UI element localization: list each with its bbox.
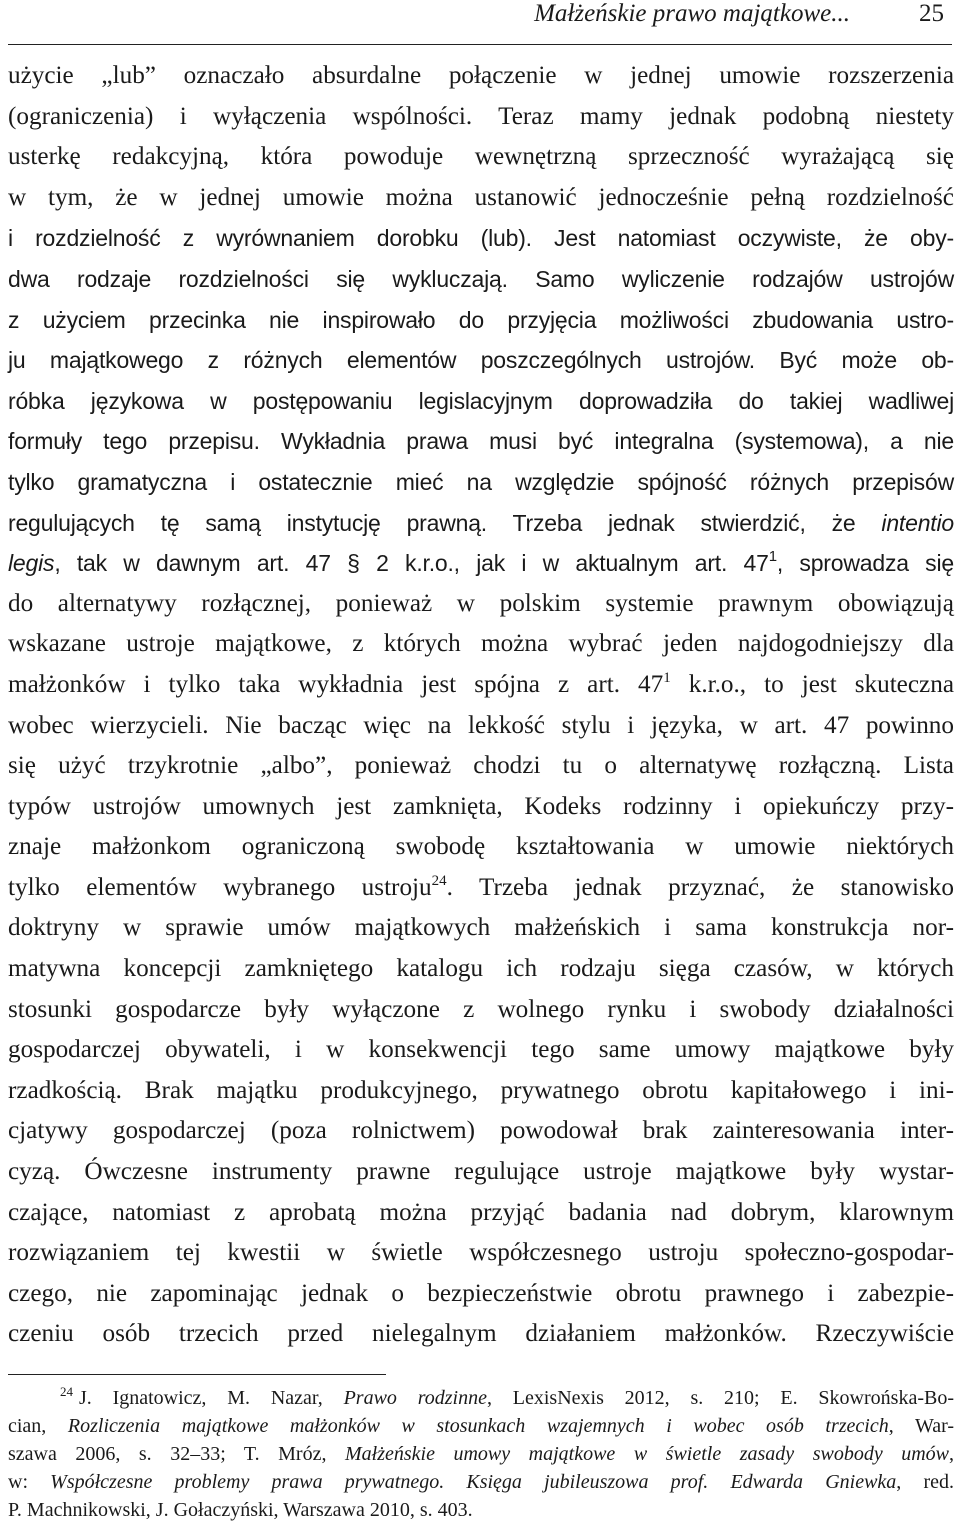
footnote-number: 24 <box>60 1384 73 1399</box>
text-line: z użyciem przecinka nie inspirowało do przyjęcia możliwości zbudowania ustro- <box>8 306 954 333</box>
text-run: w: <box>8 1471 51 1493</box>
text-run: , red. <box>896 1471 954 1493</box>
text-line: usterkę redakcyjną, która powoduje wewnętrzną sprzeczność wyrażającą się <box>8 143 954 171</box>
text-line: wobec wierzycieli. Nie bacząc więc na lekkość stylu i języka, w art. 47 powinno <box>8 711 954 739</box>
footnote-separator <box>8 1374 386 1375</box>
text-run: 2 k.r.o., jak i w aktualnym art. 47 <box>359 550 769 577</box>
running-title: Małżeńskie prawo majątkowe... <box>534 0 850 27</box>
text-run: małżonków i tylko taka wykładnia jest spójna z art. 47 <box>8 670 664 698</box>
footnote-line: P. Machnikowski, J. Gołaczyński, Warszawa 2010, s. 403. <box>8 1499 473 1521</box>
text-line: formuły tego przepisu. Wykładnia prawa musi być integralna (systemowa), a nie <box>8 428 954 455</box>
text-line: użycie „lub” oznaczało absurdalne połączenie w jednej umowie rozszerzenia <box>8 62 954 89</box>
text-line: tylko gramatyczna i ostatecznie mieć na względzie spójność różnych przepisów <box>8 468 954 495</box>
text-line <box>8 503 954 544</box>
text-line: czego, nie zapominając jednak o bezpieczeństwie obrotu prawnego i zabezpie- <box>8 1279 954 1307</box>
text-line: czeniu osób trzecich przed nielegalnym działaniem małżonków. Rzeczywiście <box>8 1320 954 1348</box>
text-run: tylko elementów wybranego ustroju <box>8 873 432 901</box>
text-line: znaje małżonkom ograniczoną swobodę kształtowania w umowie niektórych <box>8 833 954 861</box>
text-run: regulujących tę samą instytucję prawną. Trzeba jednak stwierdzić, że <box>8 509 882 536</box>
text-line: ju majątkowego z różnych elementów poszczególnych ustrojów. Być może ob- <box>8 347 954 374</box>
footnote-area <box>8 1384 954 1524</box>
text-line <box>8 543 954 584</box>
italic-run: legis <box>8 550 55 577</box>
text-run: , War- <box>888 1415 955 1437</box>
text-line <box>8 868 954 909</box>
section-sign: § <box>347 550 360 577</box>
text-line: rozwiązaniem tej kwestii w świetle współczesnego ustroju społeczno-gospodar- <box>8 1239 954 1267</box>
text-line: w tym, że w jednej umowie można ustanowić jednocześnie pełną rozdzielność <box>8 183 954 211</box>
text-line: gospodarczej obywateli, i w konsekwencji tego same umowy majątkowe były <box>8 1036 954 1064</box>
footnote-reference[interactable]: 24 <box>431 872 447 889</box>
text-run: , sprowadza się <box>776 550 954 577</box>
text-run: . Trzeba jednak przyznać, że stanowisko <box>446 873 954 901</box>
page-number: 25 <box>919 0 944 27</box>
main-text <box>8 56 954 1355</box>
text-run: , tak w dawnym art. 47 <box>54 550 348 577</box>
page-header <box>8 0 952 45</box>
text-run: cian, <box>8 1415 68 1437</box>
text-line: cyzą. Ówczesne instrumenty prawne regulujące ustroje majątkowe były wystar- <box>8 1158 954 1186</box>
text-line <box>8 665 954 706</box>
superscript: 1 <box>768 548 777 566</box>
italic-run: intentio <box>881 509 954 536</box>
text-line: do alternatywy rozłącznej, ponieważ w polskim systemie prawnym obowiązują <box>8 589 954 617</box>
text-line: wskazane ustroje majątkowe, z których można wybrać jeden najdogodniejszy dla <box>8 630 954 658</box>
text-line: (ograniczenia) i wyłączenia wspólności. Teraz mamy jednak podobną niestety <box>8 102 954 130</box>
footnote-line <box>8 1384 954 1412</box>
text-run: , <box>949 1443 954 1465</box>
text-run: szawa 2006, s. 32–33; T. Mróz, <box>8 1443 345 1465</box>
footnote-line <box>8 1412 954 1440</box>
footnote-line <box>8 1468 954 1496</box>
footnote-line <box>8 1440 954 1468</box>
text-line: matywna koncepcji zamkniętego katalogu ich rodzaju sięga czasów, w których <box>8 955 954 983</box>
text-line: i rozdzielność z wyrównaniem dorobku (lub). Jest natomiast oczywiste, że oby- <box>8 225 954 252</box>
text-run: k.r.o., to jest skuteczna <box>670 670 954 698</box>
text-line: czające, natomiast z aprobatą można przyjąć badania nad dobrym, klarownym <box>8 1198 954 1226</box>
text-line: rzadkością. Brak majątku produkcyjnego, prywatnego obrotu kapitałowego i ini- <box>8 1076 954 1104</box>
italic-run: Współczesne problemy prawa prywatnego. Księga jubileuszowa prof. Edwarda Gniewka <box>50 1471 897 1493</box>
text-line: stosunki gospodarcze były wyłączone z wolnego rynku i swobody działalności <box>8 995 954 1023</box>
italic-run: Rozliczenia majątkowe małżonków w stosunkach wzajemnych i wobec osób trzecich <box>67 1415 889 1437</box>
italic-run: Małżeńskie umowy majątkowe w świetle zasady swobody umów <box>344 1443 949 1465</box>
text-line: róbka językowa w postępowaniu legislacyjnym doprowadziła do takiej wadliwej <box>8 387 954 414</box>
text-run: J. Ignatowicz, M. Nazar, <box>79 1387 344 1409</box>
italic-run: Prawo rodzinne <box>343 1387 487 1409</box>
text-line: cjatywy gospodarczej (poza rolnictwem) powodował brak zainteresowania inter- <box>8 1117 954 1145</box>
text-line: się użyć trzykrotnie „albo”, ponieważ chodzi tu o alternatywę rozłączną. Lista <box>8 752 954 780</box>
superscript: 1 <box>663 669 671 686</box>
text-line: typów ustrojów umownych jest zamknięta, Kodeks rodzinny i opiekuńczy przy- <box>8 792 954 820</box>
text-line: dwa rodzaje rozdzielności się wykluczają. Samo wyliczenie rodzajów ustrojów <box>8 265 954 292</box>
text-line: doktryny w sprawie umów majątkowych małżeńskich i sama konstrukcja nor- <box>8 914 954 942</box>
text-run: , LexisNexis 2012, s. 210; E. Skowrońska-Bo- <box>486 1387 954 1409</box>
